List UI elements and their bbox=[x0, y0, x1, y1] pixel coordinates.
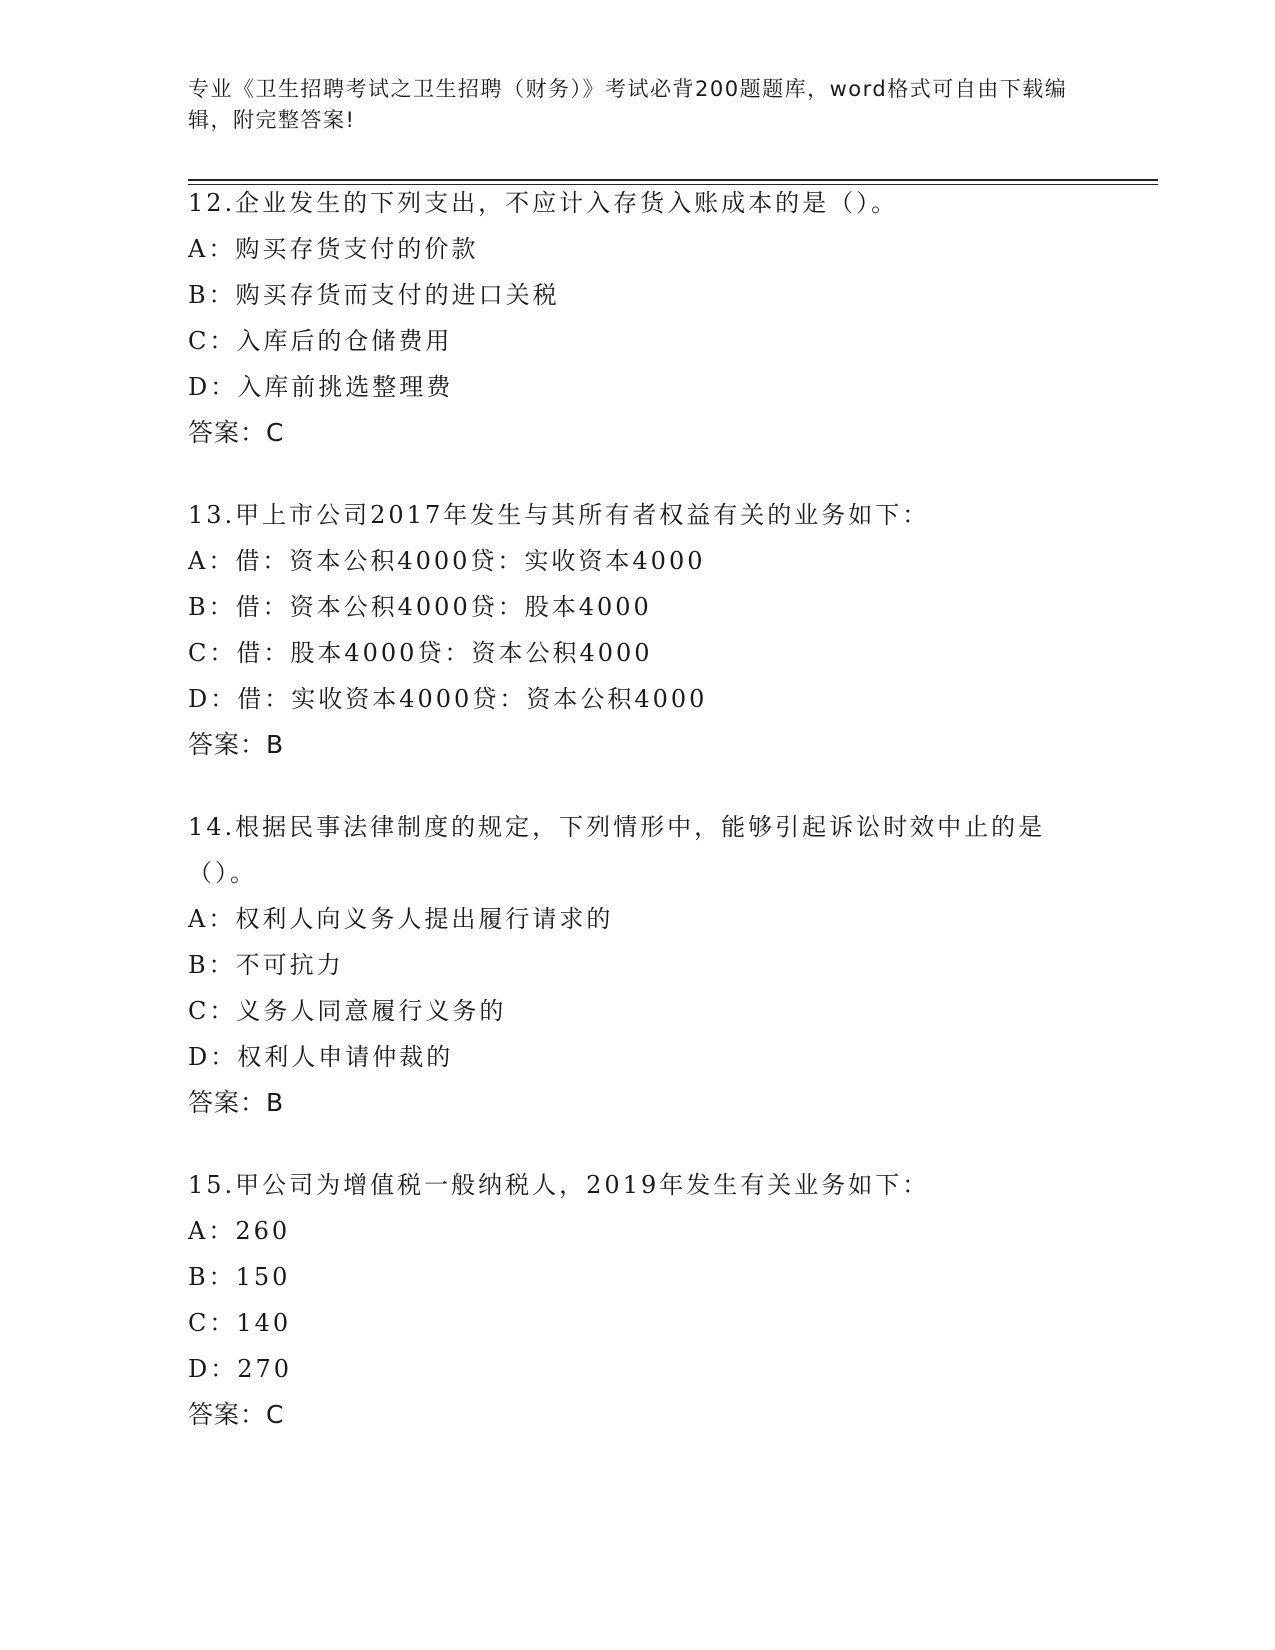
option-c: C：入库后的仓储费用 bbox=[188, 327, 453, 355]
option-b: B：不可抗力 bbox=[188, 951, 344, 979]
question-13 bbox=[188, 492, 1088, 768]
question-stem: 12.企业发生的下列支出，不应计入存货入账成本的是（）。 bbox=[188, 189, 899, 217]
question-stem: 15.甲公司为增值税一般纳税人，2019年发生有关业务如下： bbox=[188, 1171, 930, 1199]
option-d: D：借：实收资本4000贷：资本公积4000 bbox=[188, 685, 708, 713]
option-b: B：购买存货而支付的进口关税 bbox=[188, 281, 560, 309]
question-14 bbox=[188, 804, 1088, 1126]
option-a: A：260 bbox=[188, 1217, 291, 1245]
option-a: A：权利人向义务人提出履行请求的 bbox=[188, 905, 614, 933]
question-12 bbox=[188, 180, 1088, 456]
option-b: B：借：资本公积4000贷：股本4000 bbox=[188, 593, 652, 621]
option-b: B：150 bbox=[188, 1263, 291, 1291]
document-header: 专业《卫生招聘考试之卫生招聘（财务）》考试必背200题题库，word格式可自由下载编辑，附完整答案! bbox=[188, 77, 1068, 132]
option-d: D：270 bbox=[188, 1355, 293, 1383]
answer-label: 答案：C bbox=[188, 418, 285, 447]
option-c: C：借：股本4000贷：资本公积4000 bbox=[188, 639, 653, 667]
option-a: A：借：资本公积4000贷：实收资本4000 bbox=[188, 547, 706, 575]
question-stem: 13.甲上市公司2017年发生与其所有者权益有关的业务如下： bbox=[188, 501, 930, 529]
question-15 bbox=[188, 1162, 1088, 1438]
answer-label: 答案：C bbox=[188, 1400, 285, 1429]
answer-label: 答案：B bbox=[188, 1088, 285, 1117]
option-c: C：义务人同意履行义务的 bbox=[188, 997, 507, 1025]
option-c: C：140 bbox=[188, 1309, 292, 1337]
option-d: D：权利人申请仲裁的 bbox=[188, 1043, 454, 1071]
option-a: A：购买存货支付的价款 bbox=[188, 235, 479, 263]
question-stem: 14.根据民事法律制度的规定，下列情形中，能够引起诉讼时效中止的是（）。 bbox=[188, 813, 1046, 887]
option-d: D：入库前挑选整理费 bbox=[188, 373, 454, 401]
answer-label: 答案：B bbox=[188, 730, 285, 759]
